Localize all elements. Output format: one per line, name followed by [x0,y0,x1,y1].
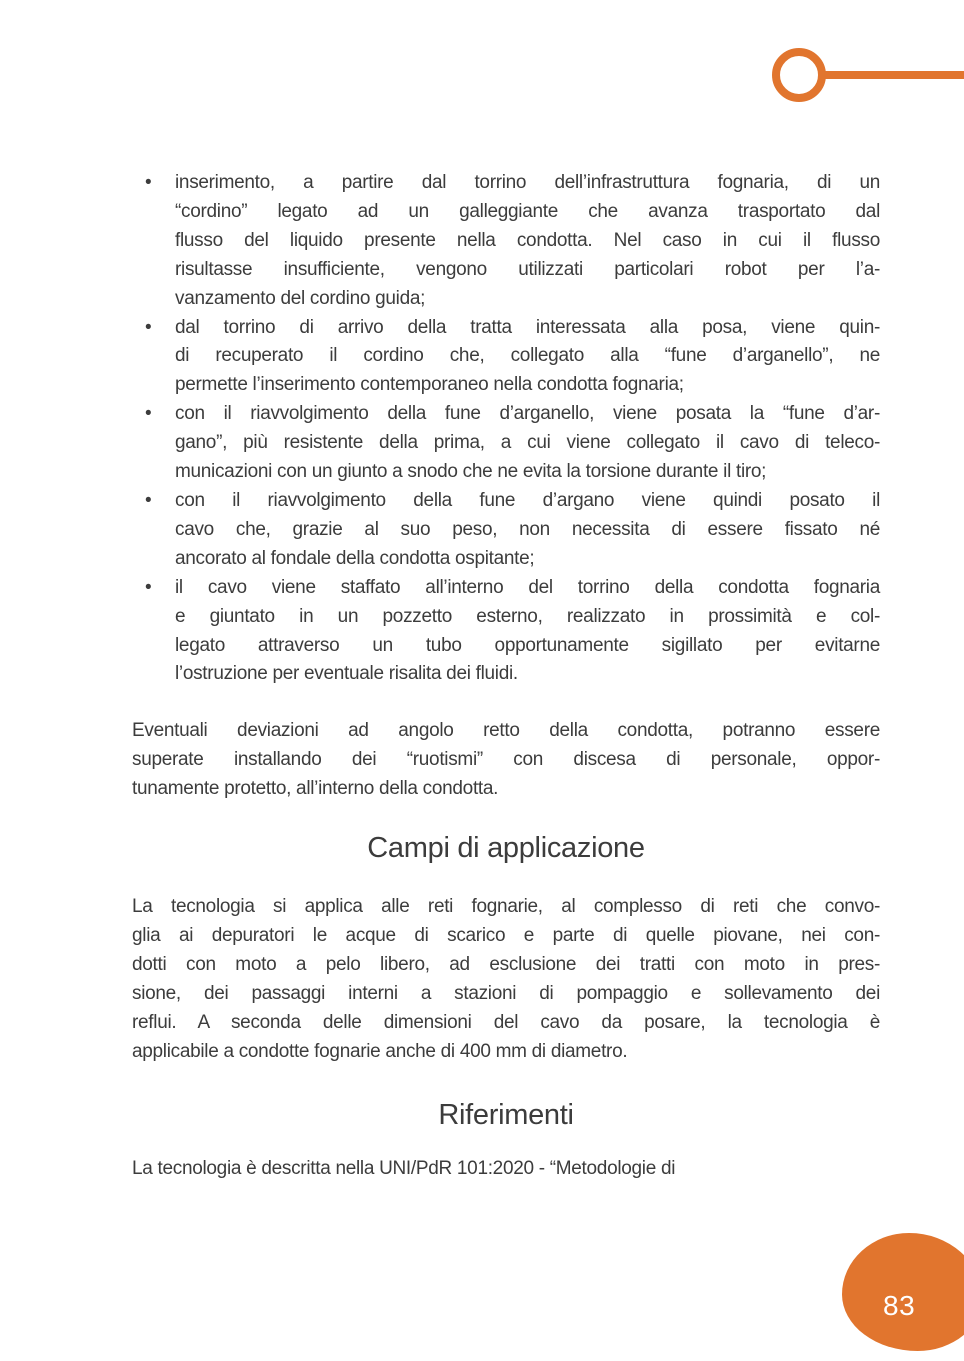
text-line: reflui. A seconda delle dimensioni del cavo da posare, la tecnologia è [132,1011,880,1033]
text-line: permette l’inserimento contemporaneo nella condotta fognaria; [175,374,684,396]
bullet-item [132,487,880,574]
bullet-text [175,169,880,314]
text-line: flusso del liquido presente nella condotta. Nel caso in cui il flusso [175,229,880,251]
text-line: legato attraverso un tubo opportunamente sigillato per evitarne [175,634,880,656]
bullet-text [175,314,880,401]
page-number: 83 [883,1290,916,1321]
bullet-item [132,314,880,401]
text-line: glia ai depuratori le acque di scarico e parte di quelle piovane, nei con- [132,924,880,946]
text-line: La tecnologia è descritta nella UNI/PdR 101:2020 - “Metodologie di [132,1158,676,1180]
text-line: e giuntato in un pozzetto esterno, realizzato in prossimità e col- [175,605,880,627]
text-line: “cordino” legato ad un galleggiante che avanza trasportato dal [175,200,880,222]
text-line: risultasse insufficiente, vengono utilizzati particolari robot per l’a- [175,258,880,280]
text-line: tunamente protetto, all’interno della condotta. [132,778,499,800]
bullet-item [132,400,880,487]
heading-riferimenti: Riferimenti [438,1099,574,1132]
text-line: dotti con moto a pelo libero, ad esclusione dei tratti con moto in pres- [132,953,880,975]
text-line: sione, dei passaggi interni a stazioni di pompaggio e sollevamento dei [132,982,880,1004]
bullet-item [132,574,880,690]
text-line: Eventuali deviazioni ad angolo retto della condotta, potranno essere [132,720,880,742]
text-line: con il riavvolgimento della fune d’argano viene quindi posato il [175,489,880,511]
text-line: dal torrino di arrivo della tratta interessata alla posa, viene quin- [175,316,880,338]
bullet-marker: • [145,172,152,193]
text-line: applicabile a condotte fognarie anche di 400 mm di diametro. [132,1040,628,1062]
bullet-marker: • [145,403,152,425]
bullet-marker: • [145,489,152,511]
bullet-item [132,169,880,314]
text-line: vanzamento del cordino guida; [175,287,426,309]
text-line: ancorato al fondale della condotta ospitante; [175,547,535,569]
text-line: di recuperato il cordino che, collegato alla “fune d’arganello”, ne [175,345,880,367]
paragraph-riferimenti [132,1155,880,1184]
text-line: municazioni con un giunto a snodo che ne evita la torsione durante il tiro; [175,461,767,483]
text-line: il cavo viene staffato all’interno del torrino della condotta fognaria [175,576,880,598]
text-line: superate installando dei “ruotismi” con discesa di personale, oppor- [132,749,880,771]
text-line: inserimento, a partire dal torrino dell’infrastruttura fognaria, di un [175,172,880,193]
bullet-text [175,574,880,690]
paragraph-campi [132,893,880,1066]
heading-campi-di-applicazione: Campi di applicazione [367,832,645,865]
bullet-marker: • [145,576,152,598]
text-line: cavo che, grazie al suo peso, non necessita di essere fissato né [175,518,880,540]
circle-line-ornament-icon [772,48,826,102]
text-line: con il riavvolgimento della fune d’arganello, viene posata la “fune d’ar- [175,403,880,425]
text-line: La tecnologia si applica alle reti fognarie, al complesso di reti che convo- [132,896,880,918]
text-line: gano”, più resistente della prima, a cui viene collegato il cavo di teleco- [175,432,880,454]
bullet-list [132,169,880,689]
text-line: l’ostruzione per eventuale risalita dei fluidi. [175,663,518,685]
ornament-horizontal-line [823,71,964,79]
bullet-text [175,487,880,574]
text-column [132,169,880,1184]
bullet-text [175,400,880,487]
paragraph-deviazioni [132,717,880,804]
bullet-marker: • [145,316,152,338]
